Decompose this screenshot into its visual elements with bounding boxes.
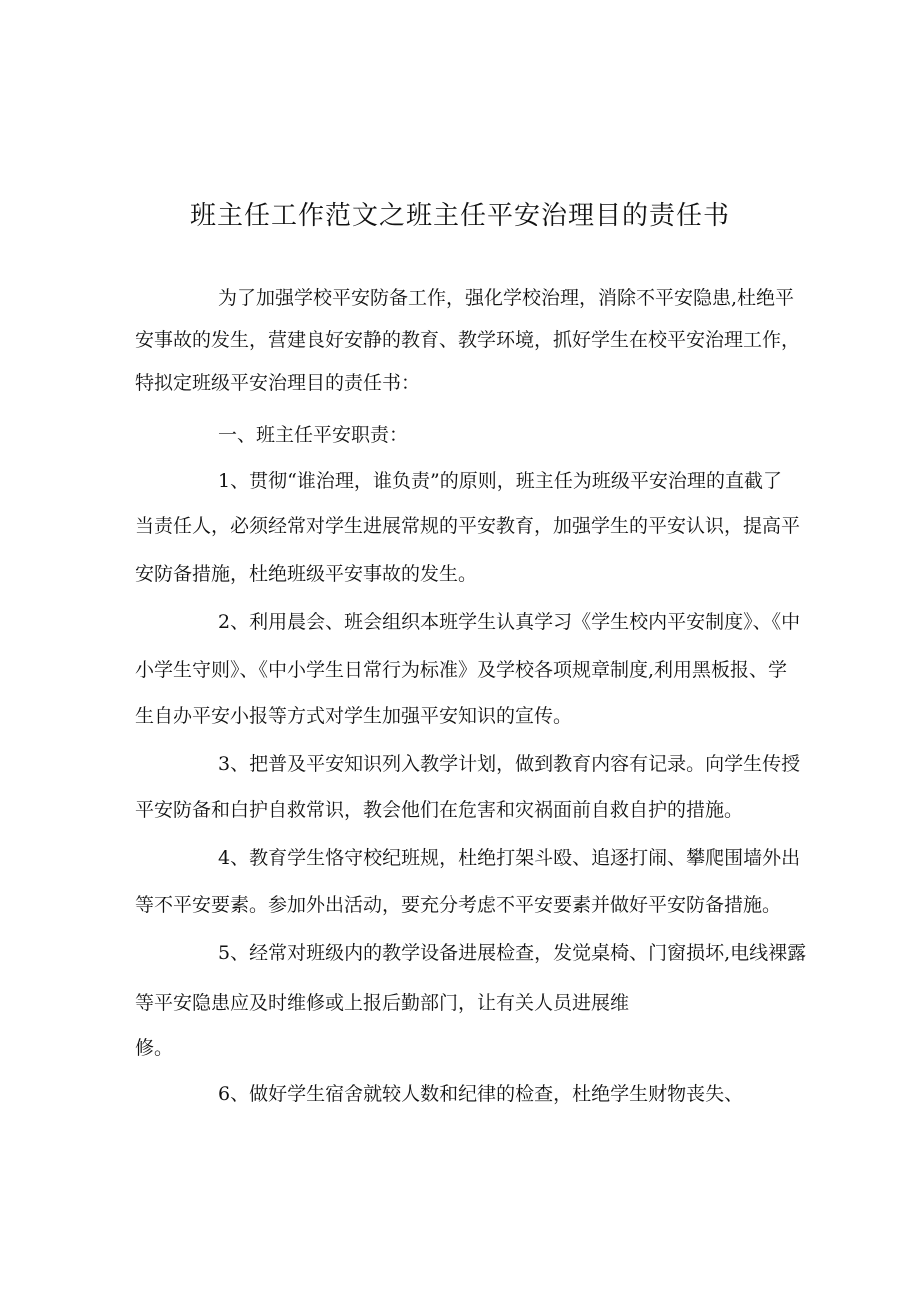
text-line: 为了加强学校平安防备工作，强化学校治理，消除不平安隐患,杜绝平 (218, 287, 795, 309)
text-line: 安防备措施，杜绝班级平安事故的发生。 (135, 563, 478, 585)
text-line: 当责任人，必须经常对学生进展常规的平安教育，加强学生的平安认识，提高平 (135, 515, 801, 537)
text-line: 2、利用晨会、班会组织本班学生认真学习《学生校内平安制度》、《中 (218, 611, 801, 633)
text-line: 5、经常对班级内的教学设备进展检查，发觉桌椅、门窗损坏,电线裸露 (218, 942, 807, 964)
section-heading: 一、班主任平安职责： (218, 424, 409, 446)
text-line: 特拟定班级平安治理目的责任书： (135, 372, 421, 394)
text-line: 等不平安要素。参加外出活动，要充分考虑不平安要素并做好平安防备措施。 (135, 894, 782, 916)
text-line: 安事故的发生，营建良好安静的教育、教学环境，抓好学生在校平安治理工作， (135, 329, 801, 351)
text-line: 1、贯彻“谁治理，谁负责”的原则，班主任为班级平安治理的直截了 (218, 470, 782, 492)
text-line: 6、做好学生宿舍就较人数和纪律的检查，杜绝学生财物丧失、 (218, 1083, 744, 1105)
document-title: 班主任工作范文之班主任平安治理目的责任书 (189, 201, 730, 231)
text-line: 小学生守则》、《中小学生日常行为标准》及学校各项规章制度,利用黑板报、学 (135, 659, 788, 681)
text-line: 平安防备和白护自救常识，教会他们在危害和灾祸面前自救自护的措施。 (135, 799, 744, 821)
text-line: 等平安隐患应及时维修或上报后勤部门，让有关人员进展维 (135, 992, 630, 1014)
text-line: 修。 (135, 1037, 174, 1059)
text-line: 生自办平安小报等方式对学生加强平安知识的宣传。 (135, 705, 573, 727)
text-line: 4、教育学生恪守校纪班规，杜绝打架斗殴、追逐打闹、攀爬围墙外出 (218, 847, 801, 869)
text-line: 3、把普及平安知识列入教学计划，做到教育内容有记录。向学生传授 (218, 753, 801, 775)
